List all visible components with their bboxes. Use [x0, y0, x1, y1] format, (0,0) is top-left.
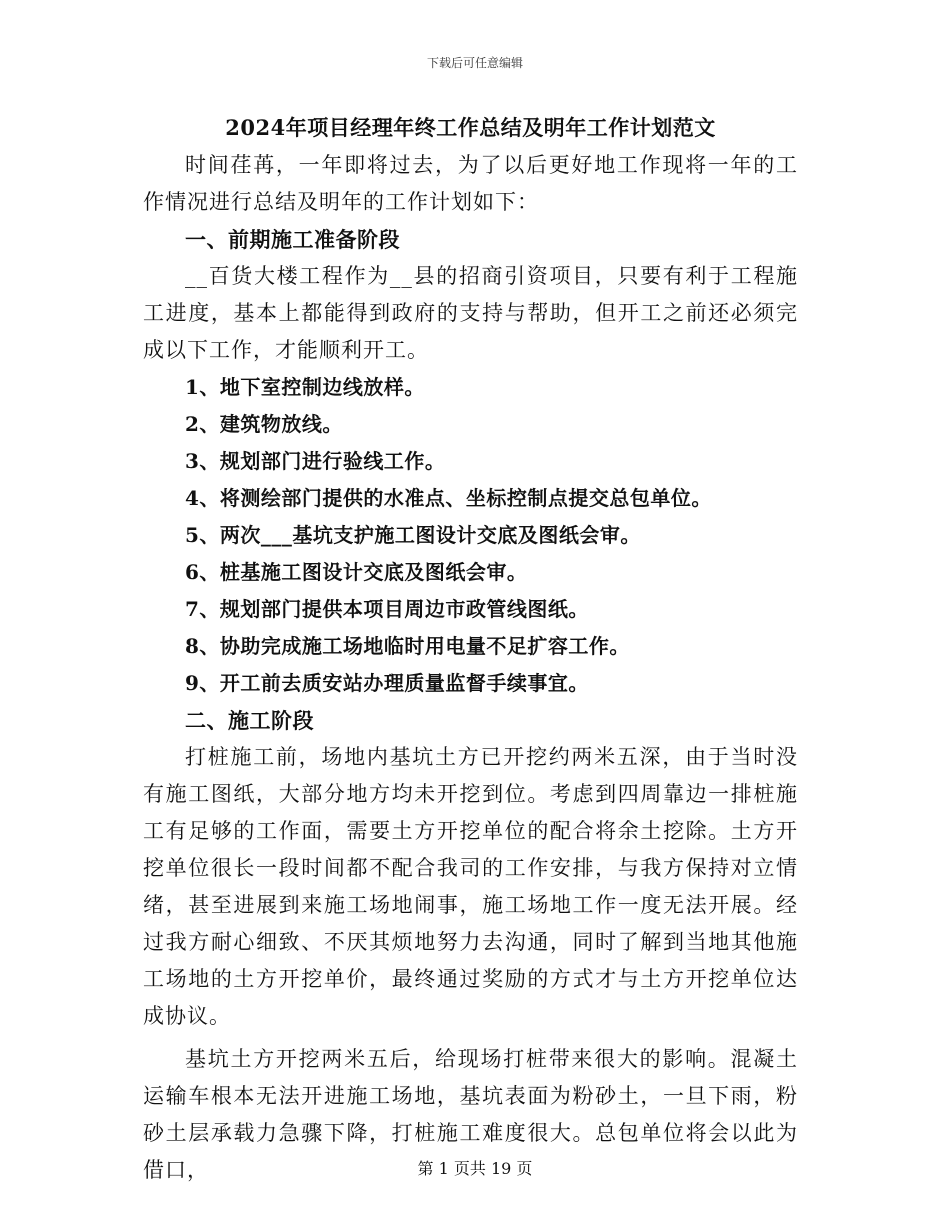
list-item: 4、将测绘部门提供的水准点、坐标控制点提交总包单位。 [185, 486, 712, 510]
header-note: 下载后可任意编辑 [426, 56, 523, 70]
list-item: 2、建筑物放线。 [185, 412, 343, 436]
document-title: 2024年项目经理年终工作总结及明年工作计划范文 [225, 115, 716, 140]
section-2-paragraph: 基坑土方开挖两米五后，给现场打桩带来很大的影响。混凝土运输车根本无法开进施工场地，基坑表面为粉砂土，一旦下雨，粉砂土层承载力急骤下降，打桩施工难度很大。总包单位将会以此为借口， [143, 1047, 798, 1182]
list-item: 6、桩基施工图设计交底及图纸会审。 [185, 560, 528, 584]
page-footer: 第 1 页共 19 页 [417, 1159, 533, 1178]
section-1-paragraph: __百货大楼工程作为__县的招商引资项目，只要有利于工程施工进度，基本上都能得到政府的支持与帮助，但开工之前还必须完成以下工作，才能顺利开工。 [143, 264, 798, 362]
list-item: 5、两次___基坑支护施工图设计交底及图纸会审。 [185, 523, 641, 547]
document-body [143, 112, 798, 1189]
preparation-list [143, 369, 798, 702]
list-item: 7、规划部门提供本项目周边市政管线图纸。 [185, 597, 589, 621]
section-2-heading: 二、施工阶段 [185, 708, 314, 733]
section-2-paragraph: 打桩施工前，场地内基坑土方已开挖约两米五深，由于当时没有施工图纸，大部分地方均未开挖到位。考虑到四周靠边一排桩施工有足够的工作面，需要土方开挖单位的配合将余土挖除。土方开挖单位很长一段时间都不配合我司的工作安排，与我方保持对立情绪，甚至进展到来施工场地闹事，施工场地工作一度无法开展。经过我方耐心细致、不厌其烦地努力去沟通，同时了解到当地其他施工场地的土方开挖单价，最终通过奖励的方式才与土方开挖单位达成协议。 [143, 745, 798, 1028]
list-item: 8、协助完成施工场地临时用电量不足扩容工作。 [185, 634, 630, 658]
list-item: 3、规划部门进行验线工作。 [185, 449, 446, 473]
intro-paragraph: 时间荏苒，一年即将过去，为了以后更好地工作现将一年的工作情况进行总结及明年的工作计划如下： [143, 153, 798, 214]
list-item: 9、开工前去质安站办理质量监督手续事宜。 [185, 671, 589, 695]
list-item: 1、地下室控制边线放样。 [185, 375, 425, 399]
section-1-heading: 一、前期施工准备阶段 [185, 227, 400, 252]
